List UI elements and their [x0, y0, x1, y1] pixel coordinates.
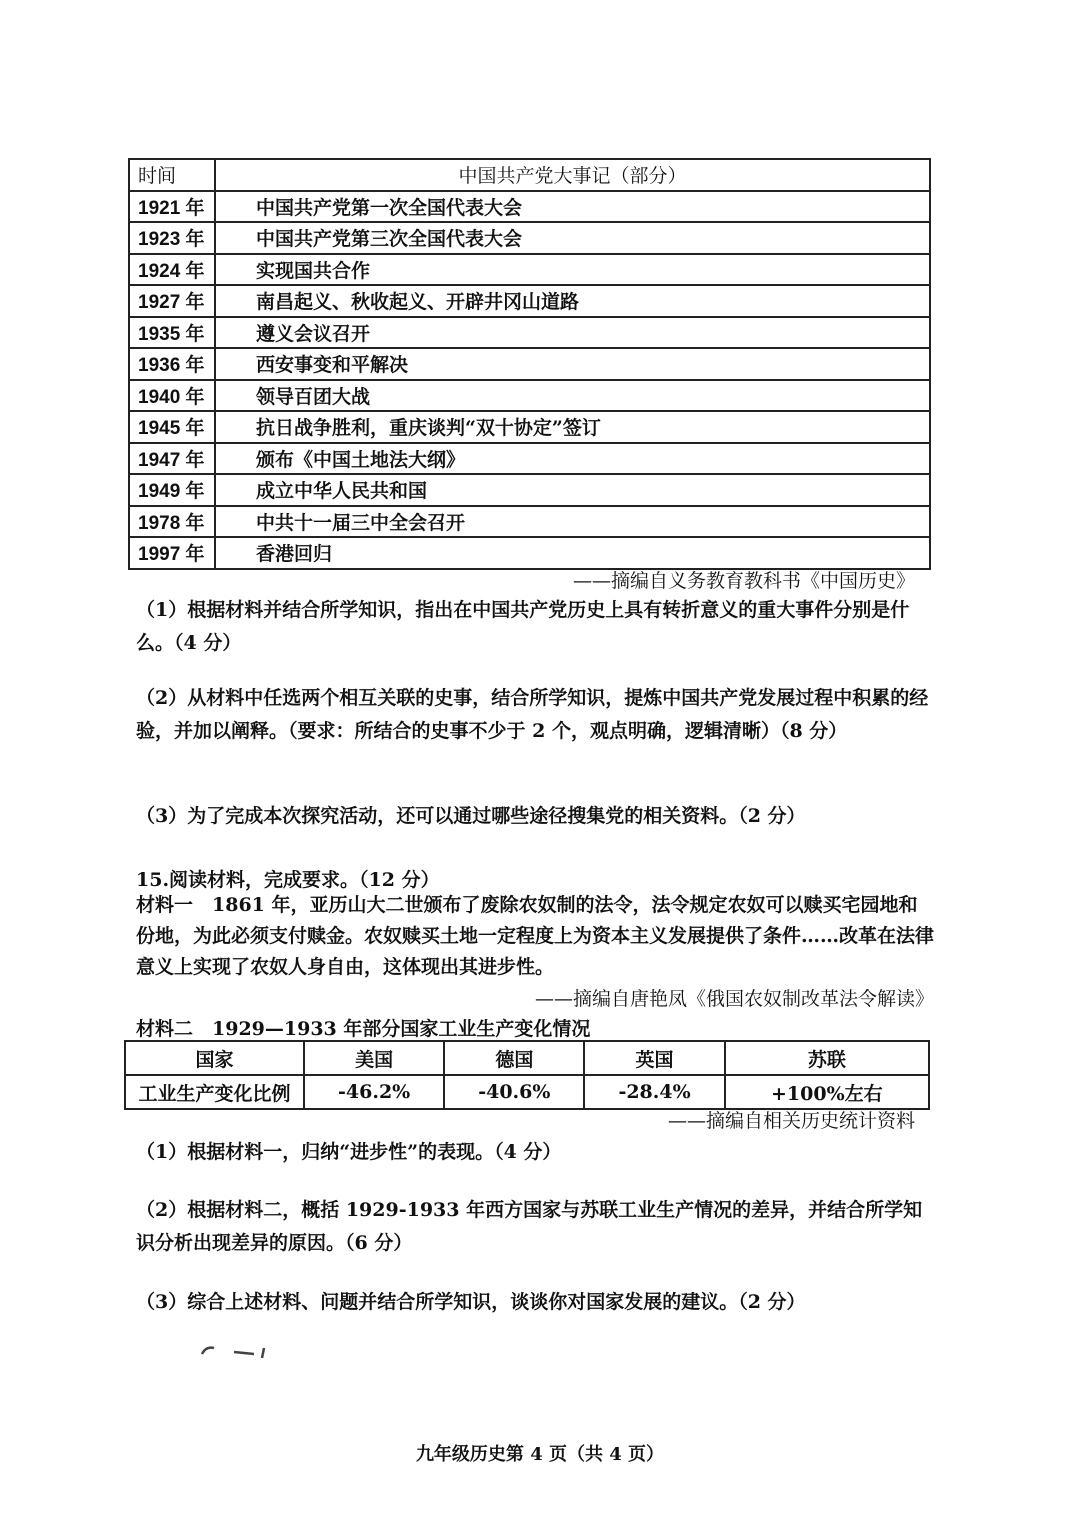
table-row	[129, 285, 930, 317]
country-cell: 德国	[444, 1041, 584, 1075]
production-table	[124, 1040, 930, 1110]
value-cell: -46.2%	[304, 1075, 444, 1109]
event-cell: 成立中华人民共和国	[215, 474, 930, 506]
events-table-header	[129, 159, 930, 191]
value-cell: -28.4%	[584, 1075, 724, 1109]
event-cell: 中国共产党第一次全国代表大会	[215, 191, 930, 223]
event-cell: 遵义会议召开	[215, 317, 930, 349]
q14-part2: （2）从材料中任选两个相互关联的史事，结合所学知识，提炼中国共产党发展过程中积累的经验，并加以阐释。（要求：所结合的史事不少于 2 个，观点明确，逻辑清晰）（8 分）	[136, 687, 929, 742]
event-cell: 抗日战争胜利，重庆谈判“双十协定”签订	[215, 411, 930, 443]
year-cell: 1923 年	[129, 222, 215, 254]
material1-source: ——摘编自唐艳凤《俄国农奴制改革法令解读》	[534, 988, 934, 1010]
production-header-row	[125, 1041, 929, 1075]
page-footer: 九年级历史第 4 页（共 4 页）	[415, 1444, 665, 1465]
material2-title: 材料二 1929—1933 年部分国家工业生产变化情况	[136, 1018, 591, 1040]
table-row	[129, 222, 930, 254]
year-cell: 1978 年	[129, 506, 215, 538]
year-cell: 1945 年	[129, 411, 215, 443]
event-cell: 南昌起义、秋收起义、开辟井冈山道路	[215, 285, 930, 317]
country-cell: 美国	[304, 1041, 444, 1075]
year-cell: 1924 年	[129, 254, 215, 286]
material2-source: ——摘编自相关历史统计资料	[667, 1110, 915, 1132]
country-header: 国家	[125, 1041, 304, 1075]
value-cell: +100%左右	[725, 1075, 929, 1109]
event-cell: 实现国共合作	[215, 254, 930, 286]
production-value-row	[125, 1075, 929, 1109]
events-table-body	[129, 191, 930, 569]
row-label: 工业生产变化比例	[125, 1075, 304, 1109]
q14-part1: （1）根据材料并结合所学知识，指出在中国共产党历史上具有转折意义的重大事件分别是什么。（4 分）	[136, 599, 910, 654]
event-cell: 西安事变和平解决	[215, 348, 930, 380]
table-row	[129, 411, 930, 443]
q15-part2: （2）根据材料二，概括 1929-1933 年西方国家与苏联工业生产情况的差异，并结合所学知识分析出现差异的原因。（6 分）	[136, 1199, 923, 1254]
table-row	[129, 317, 930, 349]
events-source: ——摘编自义务教育教科书《中国历史》	[572, 570, 915, 592]
table-row	[129, 191, 930, 223]
events-table	[128, 158, 931, 570]
year-cell: 1927 年	[129, 285, 215, 317]
q15-part1: （1）根据材料一，归纳“进步性”的表现。（4 分）	[136, 1141, 562, 1163]
table-row	[129, 443, 930, 475]
table-row	[129, 254, 930, 286]
year-cell: 1997 年	[129, 537, 215, 569]
year-cell: 1940 年	[129, 380, 215, 412]
year-cell: 1935 年	[129, 317, 215, 349]
year-cell: 1947 年	[129, 443, 215, 475]
year-cell: 1949 年	[129, 474, 215, 506]
event-cell: 领导百团大战	[215, 380, 930, 412]
event-cell: 中国共产党第三次全国代表大会	[215, 222, 930, 254]
col-time-header: 时间	[129, 159, 215, 191]
q14-part3: （3）为了完成本次探究活动，还可以通过哪些途径搜集党的相关资料。（2 分）	[136, 805, 806, 827]
table-row	[129, 474, 930, 506]
q15-title: 15.阅读材料，完成要求。（12 分）	[136, 869, 440, 891]
value-cell: -40.6%	[444, 1075, 584, 1109]
country-cell: 英国	[584, 1041, 724, 1075]
q15-part3: （3）综合上述材料、问题并结合所学知识，谈谈你对国家发展的建议。（2 分）	[136, 1291, 806, 1313]
table-row	[129, 506, 930, 538]
event-cell: 颁布《中国土地法大纲》	[215, 443, 930, 475]
q15-material1: 材料一 1861 年，亚历山大二世颁布了废除农奴制的法令，法令规定农奴可以赎买宅园地和份地，为此必须支付赎金。农奴赎买土地一定程度上为资本主义发展提供了条件……改革在法律意义上实现了农奴人身自由，这体现出其进步性。	[136, 894, 935, 978]
table-row	[129, 537, 930, 569]
year-cell: 1921 年	[129, 191, 215, 223]
table-row	[129, 380, 930, 412]
table-title: 中国共产党大事记（部分）	[215, 159, 930, 191]
event-cell: 中共十一届三中全会召开	[215, 506, 930, 538]
year-cell: 1936 年	[129, 348, 215, 380]
pen-scribble-mark	[198, 1336, 278, 1366]
table-row	[129, 348, 930, 380]
event-cell: 香港回归	[215, 537, 930, 569]
country-cell: 苏联	[725, 1041, 929, 1075]
